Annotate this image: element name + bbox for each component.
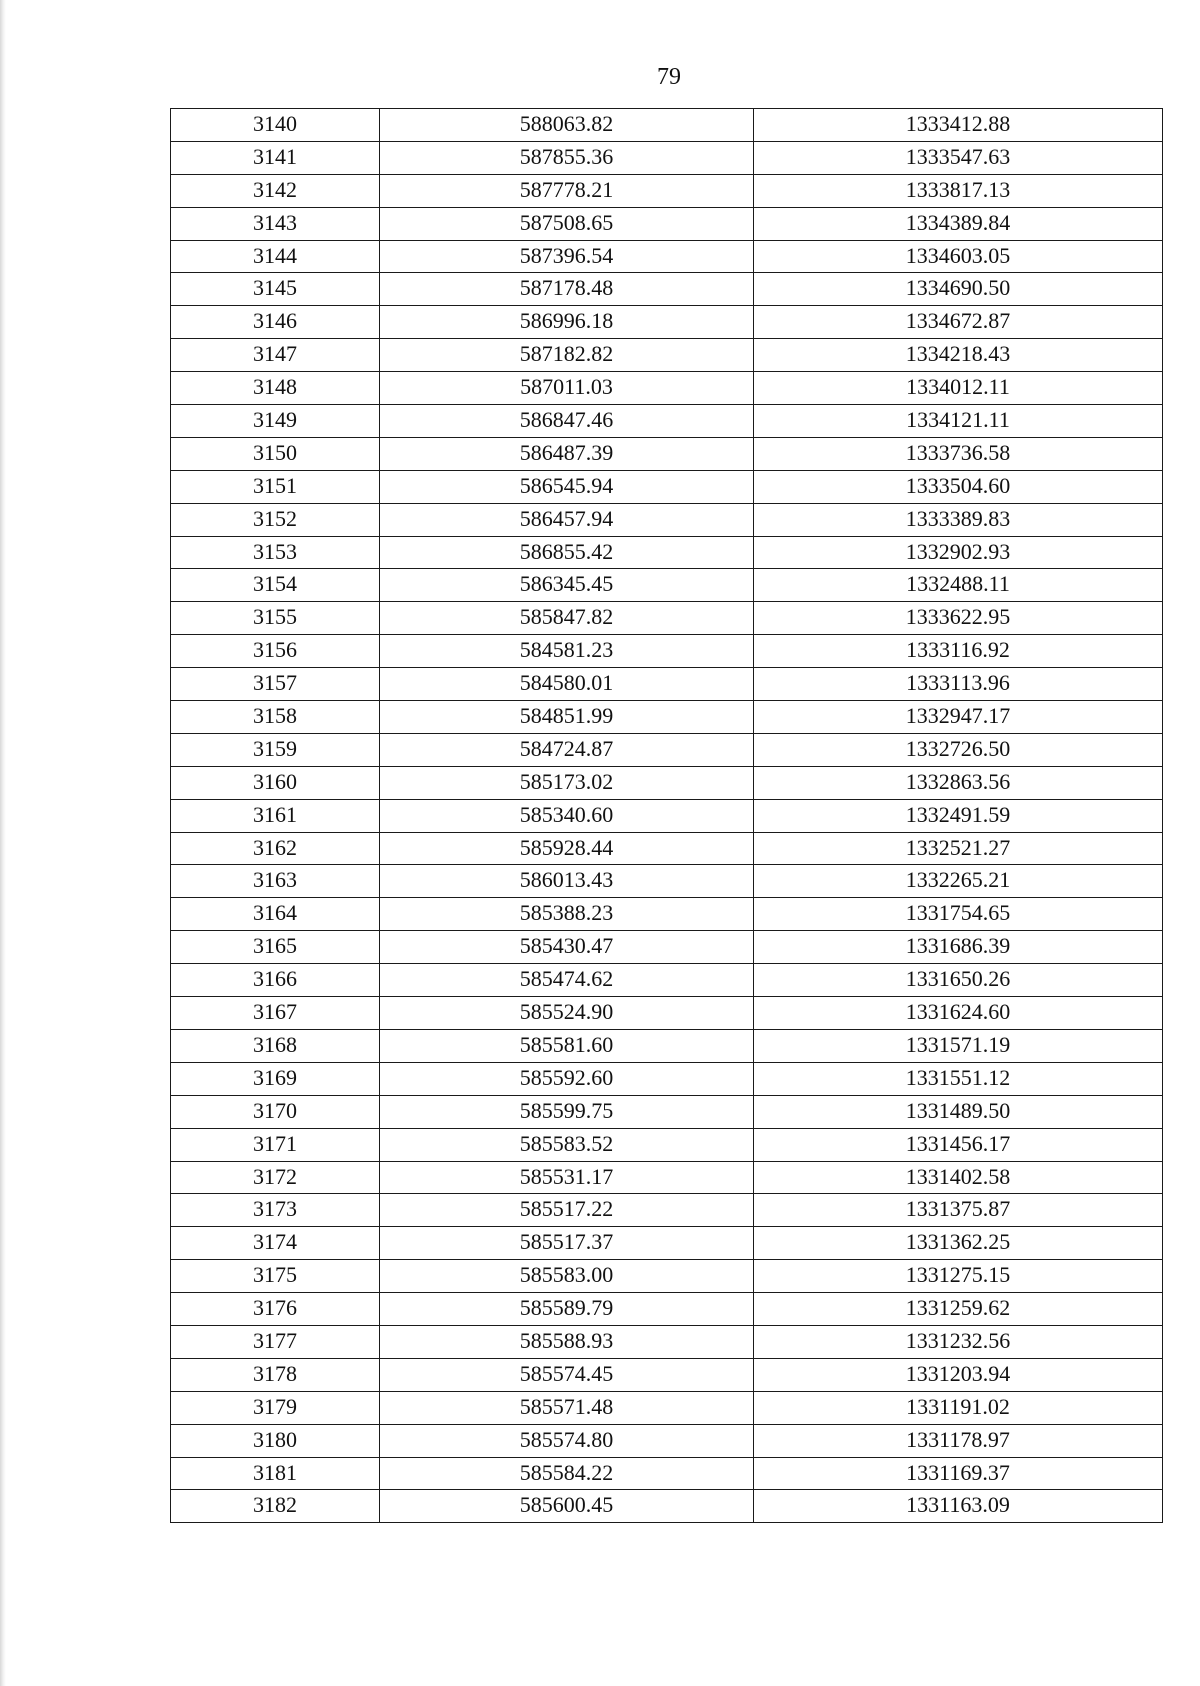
- point-number-cell: 3161: [171, 799, 380, 832]
- x-coordinate-cell: 586545.94: [380, 470, 754, 503]
- table-row: [171, 602, 1163, 635]
- y-coordinate-cell: 1334218.43: [754, 339, 1163, 372]
- x-coordinate-cell: 585571.48: [380, 1391, 754, 1424]
- y-coordinate-cell: 1331169.37: [754, 1457, 1163, 1490]
- y-coordinate-cell: 1331275.15: [754, 1260, 1163, 1293]
- table-row: [171, 1227, 1163, 1260]
- x-coordinate-cell: 586996.18: [380, 306, 754, 339]
- point-number-cell: 3153: [171, 536, 380, 569]
- table-row: [171, 898, 1163, 931]
- x-coordinate-cell: 585517.37: [380, 1227, 754, 1260]
- point-number-cell: 3174: [171, 1227, 380, 1260]
- x-coordinate-cell: 588063.82: [380, 109, 754, 142]
- x-coordinate-cell: 584851.99: [380, 701, 754, 734]
- table-row: [171, 733, 1163, 766]
- x-coordinate-cell: 584580.01: [380, 668, 754, 701]
- table-row: [171, 470, 1163, 503]
- x-coordinate-cell: 585583.00: [380, 1260, 754, 1293]
- table-row: [171, 240, 1163, 273]
- table-row: [171, 1424, 1163, 1457]
- y-coordinate-cell: 1332863.56: [754, 766, 1163, 799]
- y-coordinate-cell: 1333817.13: [754, 174, 1163, 207]
- y-coordinate-cell: 1331163.09: [754, 1490, 1163, 1523]
- y-coordinate-cell: 1332265.21: [754, 865, 1163, 898]
- x-coordinate-cell: 585524.90: [380, 997, 754, 1030]
- x-coordinate-cell: 585589.79: [380, 1293, 754, 1326]
- point-number-cell: 3170: [171, 1095, 380, 1128]
- y-coordinate-cell: 1334389.84: [754, 207, 1163, 240]
- y-coordinate-cell: 1333389.83: [754, 503, 1163, 536]
- table-row: [171, 766, 1163, 799]
- y-coordinate-cell: 1331402.58: [754, 1161, 1163, 1194]
- y-coordinate-cell: 1334012.11: [754, 372, 1163, 405]
- scan-edge: [0, 0, 6, 1686]
- table-row: [171, 207, 1163, 240]
- point-number-cell: 3165: [171, 931, 380, 964]
- point-number-cell: 3157: [171, 668, 380, 701]
- point-number-cell: 3155: [171, 602, 380, 635]
- x-coordinate-cell: 585592.60: [380, 1062, 754, 1095]
- x-coordinate-cell: 585388.23: [380, 898, 754, 931]
- point-number-cell: 3160: [171, 766, 380, 799]
- x-coordinate-cell: 586345.45: [380, 569, 754, 602]
- point-number-cell: 3171: [171, 1128, 380, 1161]
- x-coordinate-cell: 586855.42: [380, 536, 754, 569]
- point-number-cell: 3156: [171, 635, 380, 668]
- table-row: [171, 1260, 1163, 1293]
- y-coordinate-cell: 1333547.63: [754, 141, 1163, 174]
- table-row: [171, 1391, 1163, 1424]
- table-row: [171, 405, 1163, 438]
- table-row: [171, 141, 1163, 174]
- x-coordinate-cell: 585847.82: [380, 602, 754, 635]
- y-coordinate-cell: 1334603.05: [754, 240, 1163, 273]
- x-coordinate-cell: 585574.45: [380, 1358, 754, 1391]
- point-number-cell: 3151: [171, 470, 380, 503]
- point-number-cell: 3159: [171, 733, 380, 766]
- x-coordinate-cell: 587396.54: [380, 240, 754, 273]
- point-number-cell: 3175: [171, 1260, 380, 1293]
- x-coordinate-cell: 585583.52: [380, 1128, 754, 1161]
- table-row: [171, 1062, 1163, 1095]
- table-row: [171, 1358, 1163, 1391]
- x-coordinate-cell: 585599.75: [380, 1095, 754, 1128]
- table-row: [171, 931, 1163, 964]
- x-coordinate-cell: 584724.87: [380, 733, 754, 766]
- point-number-cell: 3166: [171, 964, 380, 997]
- y-coordinate-cell: 1331754.65: [754, 898, 1163, 931]
- x-coordinate-cell: 587182.82: [380, 339, 754, 372]
- point-number-cell: 3140: [171, 109, 380, 142]
- table-row: [171, 569, 1163, 602]
- x-coordinate-cell: 587778.21: [380, 174, 754, 207]
- x-coordinate-cell: 585574.80: [380, 1424, 754, 1457]
- table-row: [171, 1095, 1163, 1128]
- table-row: [171, 536, 1163, 569]
- point-number-cell: 3147: [171, 339, 380, 372]
- table-row: [171, 1457, 1163, 1490]
- y-coordinate-cell: 1331650.26: [754, 964, 1163, 997]
- y-coordinate-cell: 1331232.56: [754, 1325, 1163, 1358]
- table-row: [171, 503, 1163, 536]
- table-row: [171, 1128, 1163, 1161]
- x-coordinate-cell: 585340.60: [380, 799, 754, 832]
- x-coordinate-cell: 584581.23: [380, 635, 754, 668]
- point-number-cell: 3164: [171, 898, 380, 931]
- table-row: [171, 174, 1163, 207]
- table-row: [171, 964, 1163, 997]
- table-row: [171, 339, 1163, 372]
- x-coordinate-cell: 585588.93: [380, 1325, 754, 1358]
- table-row: [171, 997, 1163, 1030]
- y-coordinate-cell: 1331178.97: [754, 1424, 1163, 1457]
- y-coordinate-cell: 1334690.50: [754, 273, 1163, 306]
- point-number-cell: 3152: [171, 503, 380, 536]
- y-coordinate-cell: 1333113.96: [754, 668, 1163, 701]
- table-row: [171, 1293, 1163, 1326]
- y-coordinate-cell: 1331686.39: [754, 931, 1163, 964]
- y-coordinate-cell: 1332491.59: [754, 799, 1163, 832]
- point-number-cell: 3154: [171, 569, 380, 602]
- point-number-cell: 3150: [171, 437, 380, 470]
- point-number-cell: 3169: [171, 1062, 380, 1095]
- x-coordinate-cell: 585600.45: [380, 1490, 754, 1523]
- table-row: [171, 372, 1163, 405]
- table-row: [171, 701, 1163, 734]
- y-coordinate-cell: 1333412.88: [754, 109, 1163, 142]
- x-coordinate-cell: 585928.44: [380, 832, 754, 865]
- y-coordinate-cell: 1331489.50: [754, 1095, 1163, 1128]
- y-coordinate-cell: 1332947.17: [754, 701, 1163, 734]
- table-row: [171, 1490, 1163, 1523]
- x-coordinate-cell: 586487.39: [380, 437, 754, 470]
- y-coordinate-cell: 1331191.02: [754, 1391, 1163, 1424]
- point-number-cell: 3178: [171, 1358, 380, 1391]
- y-coordinate-cell: 1331551.12: [754, 1062, 1163, 1095]
- table-row: [171, 799, 1163, 832]
- x-coordinate-cell: 585581.60: [380, 1029, 754, 1062]
- point-number-cell: 3149: [171, 405, 380, 438]
- point-number-cell: 3167: [171, 997, 380, 1030]
- x-coordinate-cell: 586847.46: [380, 405, 754, 438]
- page-number: 79: [657, 64, 681, 90]
- y-coordinate-cell: 1334672.87: [754, 306, 1163, 339]
- table-row: [171, 1194, 1163, 1227]
- table-body: [171, 109, 1163, 1523]
- point-number-cell: 3144: [171, 240, 380, 273]
- point-number-cell: 3141: [171, 141, 380, 174]
- y-coordinate-cell: 1334121.11: [754, 405, 1163, 438]
- point-number-cell: 3173: [171, 1194, 380, 1227]
- table-row: [171, 437, 1163, 470]
- table-row: [171, 668, 1163, 701]
- table-row: [171, 865, 1163, 898]
- point-number-cell: 3168: [171, 1029, 380, 1062]
- table-row: [171, 635, 1163, 668]
- x-coordinate-cell: 587855.36: [380, 141, 754, 174]
- point-number-cell: 3158: [171, 701, 380, 734]
- table-row: [171, 1161, 1163, 1194]
- x-coordinate-cell: 587508.65: [380, 207, 754, 240]
- point-number-cell: 3172: [171, 1161, 380, 1194]
- y-coordinate-cell: 1333504.60: [754, 470, 1163, 503]
- point-number-cell: 3180: [171, 1424, 380, 1457]
- x-coordinate-cell: 585531.17: [380, 1161, 754, 1194]
- y-coordinate-cell: 1332902.93: [754, 536, 1163, 569]
- x-coordinate-cell: 585517.22: [380, 1194, 754, 1227]
- point-number-cell: 3177: [171, 1325, 380, 1358]
- y-coordinate-cell: 1333622.95: [754, 602, 1163, 635]
- x-coordinate-cell: 587178.48: [380, 273, 754, 306]
- y-coordinate-cell: 1331375.87: [754, 1194, 1163, 1227]
- x-coordinate-cell: 587011.03: [380, 372, 754, 405]
- point-number-cell: 3162: [171, 832, 380, 865]
- point-number-cell: 3179: [171, 1391, 380, 1424]
- x-coordinate-cell: 586013.43: [380, 865, 754, 898]
- point-number-cell: 3145: [171, 273, 380, 306]
- point-number-cell: 3176: [171, 1293, 380, 1326]
- y-coordinate-cell: 1331259.62: [754, 1293, 1163, 1326]
- y-coordinate-cell: 1332488.11: [754, 569, 1163, 602]
- point-number-cell: 3148: [171, 372, 380, 405]
- y-coordinate-cell: 1333736.58: [754, 437, 1163, 470]
- x-coordinate-cell: 585173.02: [380, 766, 754, 799]
- coordinate-table: [170, 108, 1163, 1523]
- point-number-cell: 3163: [171, 865, 380, 898]
- table-row: [171, 1325, 1163, 1358]
- y-coordinate-cell: 1332726.50: [754, 733, 1163, 766]
- point-number-cell: 3182: [171, 1490, 380, 1523]
- table-row: [171, 832, 1163, 865]
- table-row: [171, 273, 1163, 306]
- table-row: [171, 306, 1163, 339]
- point-number-cell: 3146: [171, 306, 380, 339]
- y-coordinate-cell: 1331571.19: [754, 1029, 1163, 1062]
- x-coordinate-cell: 585474.62: [380, 964, 754, 997]
- point-number-cell: 3143: [171, 207, 380, 240]
- x-coordinate-cell: 585430.47: [380, 931, 754, 964]
- table-row: [171, 109, 1163, 142]
- x-coordinate-cell: 585584.22: [380, 1457, 754, 1490]
- point-number-cell: 3142: [171, 174, 380, 207]
- y-coordinate-cell: 1331203.94: [754, 1358, 1163, 1391]
- y-coordinate-cell: 1331362.25: [754, 1227, 1163, 1260]
- y-coordinate-cell: 1331456.17: [754, 1128, 1163, 1161]
- y-coordinate-cell: 1331624.60: [754, 997, 1163, 1030]
- table-row: [171, 1029, 1163, 1062]
- y-coordinate-cell: 1332521.27: [754, 832, 1163, 865]
- x-coordinate-cell: 586457.94: [380, 503, 754, 536]
- y-coordinate-cell: 1333116.92: [754, 635, 1163, 668]
- point-number-cell: 3181: [171, 1457, 380, 1490]
